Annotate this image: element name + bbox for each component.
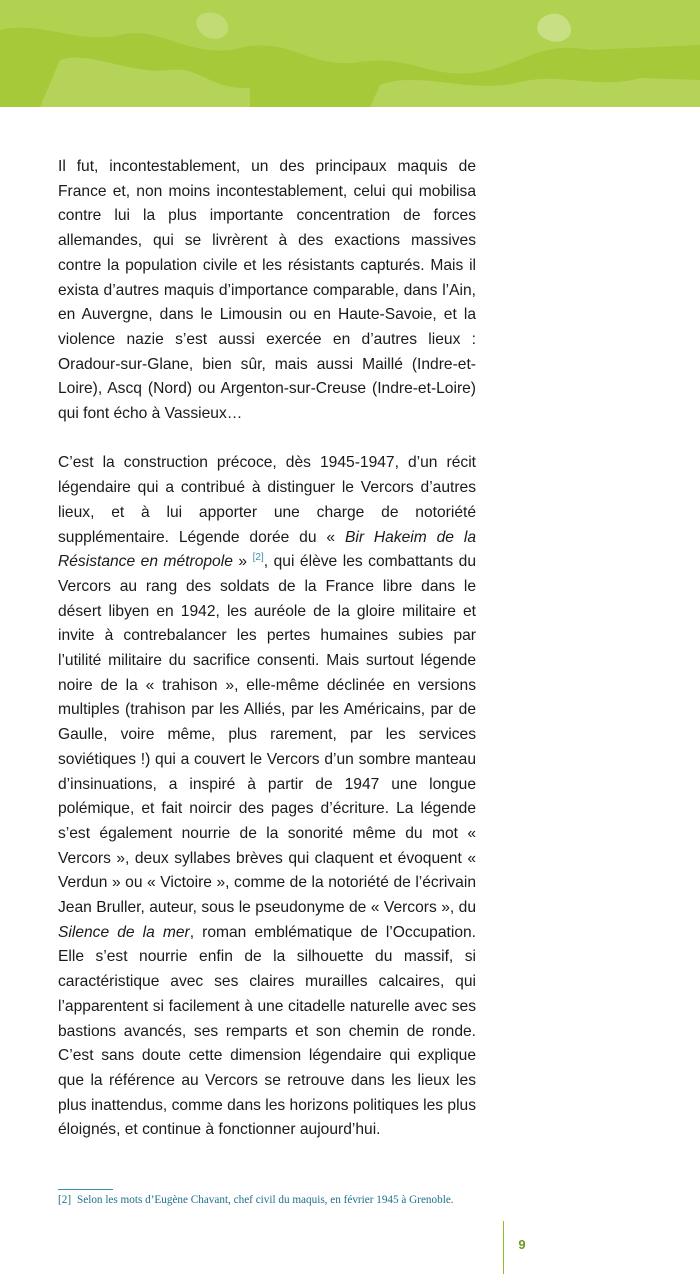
italic-title-silence-de-la-mer: Silence de la mer	[58, 923, 190, 941]
footnote-number: [2]	[58, 1194, 72, 1206]
map-decoration	[0, 0, 700, 107]
page-number-divider	[503, 1221, 504, 1274]
italic-title-bir-hakeim: Bir Hakeim de la Résistance en métropole	[58, 528, 476, 571]
main-text	[58, 155, 476, 1143]
footnote-reference[interactable]: [2]	[252, 552, 264, 564]
header-map-banner	[0, 0, 700, 107]
footnote-text: Selon les mots d’Eugène Chavant, chef civil du maquis, en février 1945 à Grenoble.	[77, 1194, 454, 1206]
footnote	[58, 1194, 498, 1206]
footnote-divider	[58, 1189, 113, 1190]
paragraph-2: C’est la construction précoce, dès 1945-1947, d’un récit légendaire qui a contribué à distinguer le Vercors d’autres lieux, et à lui apporter une charge de notoriété supplémentaire. Légende dorée du « Bir Hakeim de la Résistance en métropole » [2], qui élève les combattants du Vercors au rang des soldats de la France libre dans le désert libyen en 1942, les auréole de la gloire militaire et invite à contrebalancer les pertes humaines subies par l’utilité militaire du sacrifice consenti. Mais surtout légende noire de la « trahison », elle-même déclinée en versions multiples (trahison par les Alliés, par les Américains, par de Gaulle, voire même, plus rarement, par les services soviétiques !) qui a couvert le Vercors d’un sombre manteau d’insinuations, a inspiré à partir de 1947 une longue polémique, et fait noircir des pages d’écriture. La légende s’est également nourrie de la sonorité même du mot « Vercors », deux syllabes brèves qui claquent et évoquent « Verdun » ou « Victoire », comme de la notoriété de l’écrivain Jean Bruller, auteur, sous le pseudonyme de « Vercors », du Silence de la mer, roman emblématique de l’Occupation. Elle s’est nourrie enfin de la silhouette du massif, si caractéristique avec ses claires murailles calcaires, qui l’apparentent si facilement à une citadelle naturelle avec ses bastions avancés, ses remparts et son chemin de ronde. C’est sans doute cette dimension légendaire qui explique que la référence au Vercors se retrouve dans les lieux les plus inattendus, comme dans les horizons politiques les plus éloignés, et continue à fonctionner aujourd’hui.	[58, 454, 476, 1139]
page-number: 9	[518, 1237, 526, 1252]
paragraph-1: Il fut, incontestablement, un des principaux maquis de France et, non moins incontestablement, celui qui mobilisa contre lui la plus importante concentration de forces allemandes, qui se livrèrent à des exactions massives contre la population civile et les résistants capturés. Mais il exista d’autres maquis d’importance comparable, dans l’Ain, en Auvergne, dans le Limousin ou en Haute-Savoie, et la violence nazie s’est aussi exercée en d’autres lieux : Oradour-sur-Glane, bien sûr, mais aussi Maillé (Indre-et-Loire), Ascq (Nord) ou Argenton-sur-Creuse (Indre-et-Loire) qui font écho à Vassieux…	[58, 158, 476, 423]
